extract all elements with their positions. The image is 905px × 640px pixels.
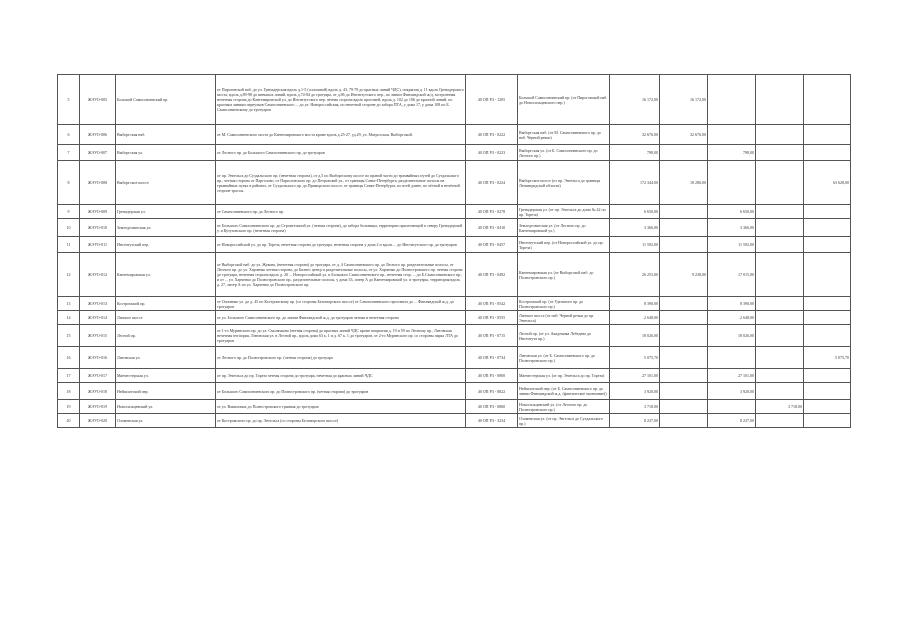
registry-number-cell: 40 ОП РЗ - 0800	[466, 369, 518, 383]
table-row	[58, 311, 851, 325]
code-cell: ЖЭУО-009	[80, 205, 116, 219]
street-name-cell: Литовская ул.	[116, 347, 216, 369]
row-number-cell: 8	[58, 161, 80, 205]
roads-table	[57, 74, 851, 428]
total-area-cell: 6 650,00	[610, 205, 660, 219]
total-area-cell: 11 592,00	[610, 237, 660, 253]
area-d-cell	[804, 369, 851, 383]
area-d-cell	[804, 75, 851, 125]
street-name-cell: Лесной пр.	[116, 325, 216, 347]
area-d-cell	[804, 297, 851, 311]
area-c-cell	[756, 311, 804, 325]
section-cell: Большой Сампсониевский пр. (от Пироговской наб. до Новосильцевского пер.)	[518, 75, 610, 125]
total-area-cell: 26 253,00	[610, 253, 660, 297]
section-cell: Выборгская ул. (от Б. Сампсониевского пр. до Лесного пр.)	[518, 145, 610, 161]
row-number-cell: 14	[58, 311, 80, 325]
section-cell: Лесной пр. (от ул. Академика Лебедева до Института пр.)	[518, 325, 610, 347]
total-area-cell: 3 366,00	[610, 219, 660, 237]
description-cell: от Большого Сампсониевского пр. до Строительной ул. (четная сторона), до забора больницы, территории прилегающей к северу Гренадерской у. и Кутузовского пр. (нечетная сторона)	[216, 219, 466, 237]
section-cell: Выборгская наб. (от М. Сампсониевского пр. до наб. Черной речки)	[518, 125, 610, 145]
registry-number-cell: 40 ОП РЗ - 0224	[466, 161, 518, 205]
code-cell: ЖЭУО-015	[80, 325, 116, 347]
row-number-cell: 12	[58, 253, 80, 297]
registry-number-cell: 40 ОП РЗ - 0223	[466, 145, 518, 161]
area-a-cell	[660, 325, 708, 347]
section-cell: Новосильцевский ул. (от Лесного пр. до Полюстровского пр.)	[518, 400, 610, 414]
code-cell: ЖЭУО-012	[80, 253, 116, 297]
row-number-cell: 13	[58, 297, 80, 311]
area-c-cell	[756, 161, 804, 205]
description-cell: от 1-го Муринского пр. до ул. Смолячкова (четная сторона) до красных линий ЧДС кроме покрытия д. 19 и 59 по Лесному пр., Литовская нечетная territория, Литовская ул. в Лесной пр., вдоль дома 63 к. 1 и д. 67 к. 1 до тротуаров, от 2-го Муринского пр. со стороны парка ЛТА до тротуаров	[216, 325, 466, 347]
registry-number-cell: 40 ОП РЗ - 3234	[466, 414, 518, 428]
section-cell: Земледельческая ул. (от Лесного пр. до Кантемировской ул.)	[518, 219, 610, 237]
area-b-cell: 8 237,00	[708, 414, 756, 428]
area-d-cell	[804, 400, 851, 414]
area-a-cell	[660, 145, 708, 161]
area-d-cell	[804, 311, 851, 325]
code-cell: ЖЭУО-005	[80, 75, 116, 125]
area-c-cell	[756, 237, 804, 253]
area-d-cell	[804, 253, 851, 297]
table-row	[58, 75, 851, 125]
section-cell: Оломенская ул. (от пр. Энгельса до Суздальского пр.)	[518, 414, 610, 428]
area-b-cell: 2 648,00	[708, 311, 756, 325]
section-cell: Гренадерская ул. (от пр. Энгельса до дома № 42 по пр. Тореза)	[518, 205, 610, 219]
registry-number-cell: 40 ОП РЗ - 0542	[466, 297, 518, 311]
row-number-cell: 16	[58, 347, 80, 369]
table-row	[58, 161, 851, 205]
registry-number-cell: 40 ОП РЗ - 1205	[466, 75, 518, 125]
total-area-cell: 8 237,00	[610, 414, 660, 428]
table-row	[58, 414, 851, 428]
street-name-cell: Выборгская наб.	[116, 125, 216, 145]
street-name-cell: Костромской пр.	[116, 297, 216, 311]
registry-number-cell: 40 ОП РЗ - 0457	[466, 237, 518, 253]
street-name-cell: Выборгское шоссе	[116, 161, 216, 205]
area-b-cell: 3 920,00	[708, 383, 756, 400]
registry-number-cell: 40 ОП РЗ - 0822	[466, 383, 518, 400]
area-b-cell	[708, 400, 756, 414]
area-a-cell	[660, 219, 708, 237]
area-b-cell	[708, 161, 756, 205]
area-c-cell	[756, 219, 804, 237]
table-row	[58, 325, 851, 347]
area-c-cell: 3 718,00	[756, 400, 804, 414]
row-number-cell: 18	[58, 383, 80, 400]
total-area-cell: 18 026,00	[610, 325, 660, 347]
total-area-cell: 3 718,00	[610, 400, 660, 414]
description-cell: от Пироговской наб. до ул. Гренадерская вдоль д.1-5 (сплошной) вдоль д. 43, 79-79 до красных линий ЧДС), покрытая д. 11 вдоль Гренадерского моста, вдоль д.89-98 до меньших линий, вдоль д.74-84 до тротуара, от д.86 до Институтского пер., по линии Финляндской ж/д, застроенная нечетная сторона до Кантемировской ул. до Институтского пер. четная сторона вдоль проезжей, вдоль д. 102 до 106 до красной линий, по красным линиям переулков Сампсониевского ... до ул. Новороссийская, по нечетной стороне до забора ПТА, у дома 17, у дома 108 по Б. Сампсониевскому до тротуаров	[216, 75, 466, 125]
street-name-cell: Ланское шоссе	[116, 311, 216, 325]
area-d-cell	[804, 125, 851, 145]
code-cell: ЖЭУО-011	[80, 237, 116, 253]
table-row	[58, 253, 851, 297]
row-number-cell: 19	[58, 400, 80, 414]
area-a-cell	[660, 347, 708, 369]
area-a-cell	[660, 237, 708, 253]
area-c-cell	[756, 75, 804, 125]
area-a-cell: 18 286,00	[660, 161, 708, 205]
area-b-cell: 8 390,00	[708, 297, 756, 311]
total-area-cell: 172 344,00	[610, 161, 660, 205]
area-b-cell	[708, 347, 756, 369]
area-b-cell	[708, 125, 756, 145]
area-c-cell	[756, 205, 804, 219]
area-a-cell	[660, 311, 708, 325]
row-number-cell: 5	[58, 75, 80, 125]
section-cell: Выборгское шоссе (от пр. Энгельса до границы Ленинградской области)	[518, 161, 610, 205]
description-cell: от Костромского пр. до пр. Энгельса (со стороны Беломорского шоссе)	[216, 414, 466, 428]
area-d-cell	[804, 205, 851, 219]
table-row	[58, 347, 851, 369]
section-cell: Нейшлотский пер. (от Б. Сампсониевского пр. до линии Финляндской ж.д. (фактическое окончание))	[518, 383, 610, 400]
area-a-cell	[660, 383, 708, 400]
code-cell: ЖЭУО-018	[80, 383, 116, 400]
section-cell: Литовская ул. (от Б. Сампсониевского пр. до Полюстровского пр.)	[518, 347, 610, 369]
registry-number-cell: 40 ОП РЗ - 0410	[466, 219, 518, 237]
description-cell: от М. Сампсониевского моста до Кантемировского моста кроме вдоль д.25-27, уд.29, ул. Матросская, Выборгский.	[216, 125, 466, 145]
document-table-sheet	[57, 74, 850, 428]
area-a-cell	[660, 205, 708, 219]
street-name-cell: Земледельческая ул.	[116, 219, 216, 237]
area-a-cell	[660, 400, 708, 414]
street-name-cell: Новосильцевский ул.	[116, 400, 216, 414]
area-c-cell	[756, 325, 804, 347]
street-name-cell: Институтский пер.	[116, 237, 216, 253]
row-number-cell: 20	[58, 414, 80, 428]
area-c-cell	[756, 297, 804, 311]
area-a-cell: 16 172,00	[660, 75, 708, 125]
street-name-cell: Манчестерская ул.	[116, 369, 216, 383]
code-cell: ЖЭУО-010	[80, 219, 116, 237]
description-cell: от Сампсониевского пр. до Лесного пр.	[216, 205, 466, 219]
area-b-cell: 3 366,00	[708, 219, 756, 237]
area-d-cell	[804, 414, 851, 428]
description-cell: от Выборгской наб. до ул. Жукова, (нечетная сторона) до тротуара, от д. 4 Сампсониевского пр. до Лесного пр. разделительные полосы, от Лесного пр. до ул. Харченко четная сторона, до Бизнес центр и разделительные полосы, от ул. Харченко до Полюстровского пр. четная сторона до тротуара, нечетная сторона вдоль д. 20 ... Новороссийской ул. и Большого Сампсониевского пр., нечетная стор. ... до Б.Сампсониевского пр., и от ... ул. Харченко до Полюстровского пр., разделительные полосы, у дома 33, литер А до Кантемировской ул. и тротуары, территория вдоль д. 27, литер А по ул. Харченко до Полюстровского пр.	[216, 253, 466, 297]
area-d-cell	[804, 237, 851, 253]
street-name-cell: Выборгская ул.	[116, 145, 216, 161]
area-b-cell: 6 650,00	[708, 205, 756, 219]
total-area-cell: 798,00	[610, 145, 660, 161]
area-c-cell	[756, 383, 804, 400]
table-row	[58, 125, 851, 145]
code-cell: ЖЭУО-019	[80, 400, 116, 414]
street-name-cell: Оломенская ул.	[116, 414, 216, 428]
section-cell: Манчестерская ул. (от пр. Энгельса до пр. Тореза)	[518, 369, 610, 383]
section-cell: Костромской пр. (от Удельного пр. до Полюстровского пр.)	[518, 297, 610, 311]
section-cell: Кантемировская ул. (от Выборгской наб. до Полюстровского пр.)	[518, 253, 610, 297]
total-area-cell: 27 101,00	[610, 369, 660, 383]
table-row	[58, 400, 851, 414]
code-cell: ЖЭУО-016	[80, 347, 116, 369]
total-area-cell: 5 075,70	[610, 347, 660, 369]
area-c-cell	[756, 347, 804, 369]
description-cell: от Лесного пр. до Большого Сампсониевского пр. до тротуаров	[216, 145, 466, 161]
registry-number-cell: 40 ОП РЗ - 0860	[466, 400, 518, 414]
description-cell: от Лесного пр. до Полюстровского пр. (четная сторона) до тротуара	[216, 347, 466, 369]
table-body	[58, 75, 851, 428]
total-area-cell: 2 648,00	[610, 311, 660, 325]
area-c-cell	[756, 125, 804, 145]
area-b-cell	[708, 75, 756, 125]
area-c-cell	[756, 369, 804, 383]
section-cell: Институтский пер. (от Новороссийской ул. до пр. Тореза)	[518, 237, 610, 253]
description-cell: от ул. Вавиловых до Полюстровского трамвая до тротуаров	[216, 400, 466, 414]
registry-number-cell: 40 ОП РЗ - 0555	[466, 311, 518, 325]
description-cell: от ул. Большого Сампсониевского пр. до линии Финляндской ж.д. до тротуаров четная и нечетная сторона	[216, 311, 466, 325]
code-cell: ЖЭУО-014	[80, 311, 116, 325]
area-d-cell	[804, 383, 851, 400]
area-c-cell	[756, 145, 804, 161]
area-a-cell	[660, 414, 708, 428]
area-a-cell: 32 676,00	[660, 125, 708, 145]
table-row	[58, 369, 851, 383]
registry-number-cell: 40 ОП РЗ - 0715	[466, 325, 518, 347]
row-number-cell: 17	[58, 369, 80, 383]
table-row	[58, 145, 851, 161]
area-c-cell	[756, 253, 804, 297]
code-cell: ЖЭУО-017	[80, 369, 116, 383]
area-c-cell	[756, 414, 804, 428]
area-b-cell: 18 026,00	[708, 325, 756, 347]
row-number-cell: 15	[58, 325, 80, 347]
section-cell: Ланское шоссе (от наб. Черной речки до пр. Энгельса)	[518, 311, 610, 325]
table-row	[58, 237, 851, 253]
code-cell: ЖЭУО-013	[80, 297, 116, 311]
registry-number-cell: 40 ОП РЗ - 0492	[466, 253, 518, 297]
total-area-cell: 3 920,00	[610, 383, 660, 400]
row-number-cell: 10	[58, 219, 80, 237]
description-cell: от пр. Энгельса до Суздальского пр. (нечетная сторона), от д.5 по Выборгскому шоссе по правой части до трамвайных путей до Суздальского пр., четная сторона от Парголово, от Парголовского пр. до Петровской ул., от границы Санкт-Петербурга, разделительные полосы на трамвайных путях в районах, от Суздальского пр. до Приморского шоссе, от границы Санкт-Петербурга, по всей длине, по чётной и нечётной стороне трассы.	[216, 161, 466, 205]
table-row	[58, 205, 851, 219]
table-row	[58, 297, 851, 311]
row-number-cell: 7	[58, 145, 80, 161]
total-area-cell: 8 390,00	[610, 297, 660, 311]
area-b-cell: 27 101,00	[708, 369, 756, 383]
row-number-cell: 9	[58, 205, 80, 219]
area-b-cell: 11 592,00	[708, 237, 756, 253]
description-cell: от Большого Сампсониевского пр. до Полюстровского пр. (четная сторона) до тротуаров	[216, 383, 466, 400]
description-cell: от Новороссийской ул. до пр. Тореза, нечетная сторона до тротуара, нечетная сторона у дома 2 и вдоль ... до Институтского пр. до тротуаров	[216, 237, 466, 253]
street-name-cell: Нейшлотский пер.	[116, 383, 216, 400]
area-d-cell	[804, 325, 851, 347]
area-d-cell	[804, 145, 851, 161]
street-name-cell: Большой Сампсониевский пр.	[116, 75, 216, 125]
registry-number-cell: 40 ОП РЗ - 0278	[466, 205, 518, 219]
area-d-cell	[804, 219, 851, 237]
code-cell: ЖЭУО-020	[80, 414, 116, 428]
area-d-cell: 63 628,00	[804, 161, 851, 205]
table-row	[58, 383, 851, 400]
street-name-cell: Гренадерская ул.	[116, 205, 216, 219]
area-d-cell: 5 075,70	[804, 347, 851, 369]
total-area-cell: 32 676,00	[610, 125, 660, 145]
registry-number-cell: 40 ОП РЗ - 0734	[466, 347, 518, 369]
area-b-cell: 17 015,00	[708, 253, 756, 297]
total-area-cell: 16 172,00	[610, 75, 660, 125]
code-cell: ЖЭУО-008	[80, 161, 116, 205]
area-a-cell: 9 238,00	[660, 253, 708, 297]
area-a-cell	[660, 369, 708, 383]
street-name-cell: Кантемировская ул.	[116, 253, 216, 297]
area-a-cell	[660, 297, 708, 311]
description-cell: от Осипенко ул. до д. 45 по Костромскому пр. (со стороны Беломорского шоссе) от Сампсониевского проспекта до ... Финляндской ж.д. до тротуаров	[216, 297, 466, 311]
code-cell: ЖЭУО-006	[80, 125, 116, 145]
registry-number-cell: 40 ОП РЗ - 0222	[466, 125, 518, 145]
area-b-cell: 798,00	[708, 145, 756, 161]
description-cell: от пр. Энгельса до пр. Тореза четная сторона до тротуара, нечетная до красных линий ЧДС	[216, 369, 466, 383]
row-number-cell: 6	[58, 125, 80, 145]
table-row	[58, 219, 851, 237]
code-cell: ЖЭУО-007	[80, 145, 116, 161]
row-number-cell: 11	[58, 237, 80, 253]
